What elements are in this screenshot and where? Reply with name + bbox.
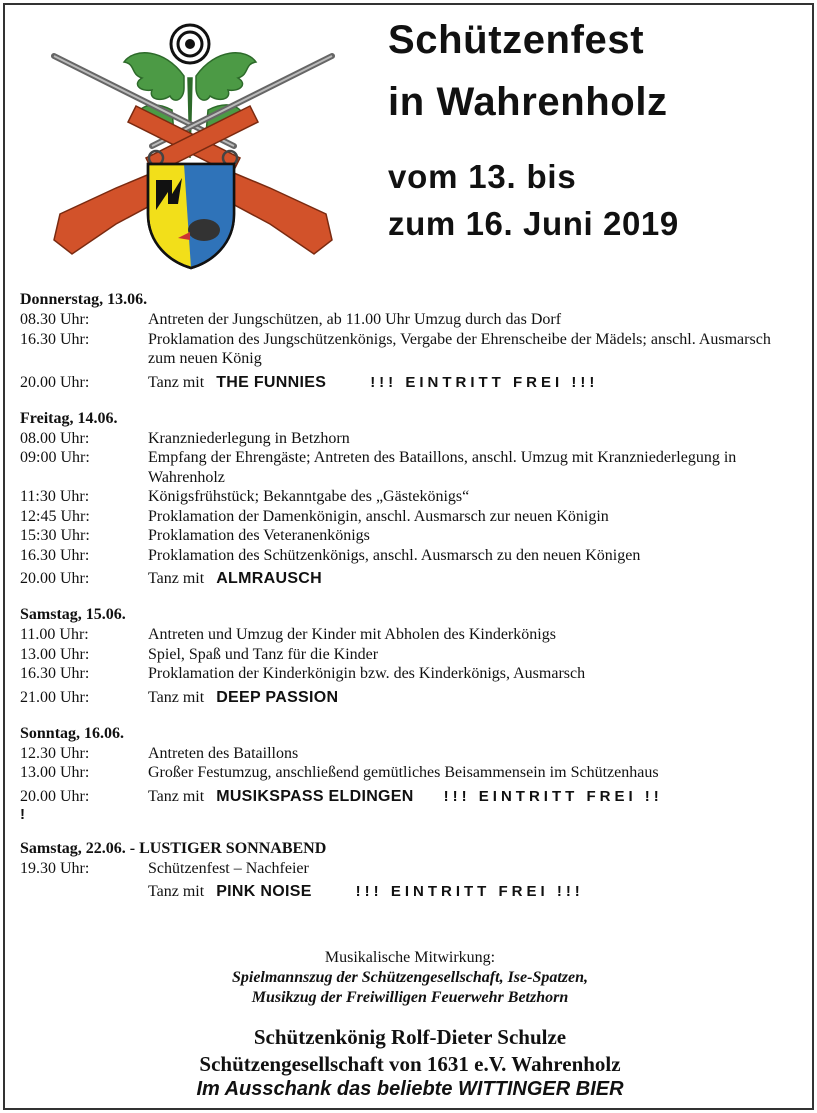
schedule-row [20, 487, 800, 507]
schedule-row [20, 546, 800, 566]
day-title: Donnerstag, 13.06. [20, 291, 148, 308]
dance-row [20, 786, 800, 807]
day-block [20, 724, 800, 823]
schedule-description: Schützenfest – Nachfeier [148, 859, 309, 877]
band-name: MUSIKSPASS ELDINGEN [216, 787, 414, 805]
band-name: DEEP PASSION [216, 688, 339, 706]
schedule-time: 15:30 Uhr: [20, 527, 90, 544]
day-title: Freitag, 14.06. [20, 409, 118, 427]
day-title: Samstag, 22.06. - LUSTIGER SONNABEND [20, 839, 327, 857]
event-date-end: zum 16. Juni 2019 [388, 205, 679, 242]
schedule-time: 11:30 Uhr: [20, 488, 90, 505]
schedule-time: 12:45 Uhr: [20, 507, 90, 525]
schedule-description: Empfang der Ehrengäste; Antreten des Bataillons, anschl. Umzug mit Kranzniederlegung in Wahrenholz [148, 449, 737, 486]
music-line-1: Spielmannszug der Schützengesellschaft, Ise-Spatzen, [231, 969, 589, 986]
schedule-row [20, 526, 800, 546]
schedule-row [20, 625, 800, 645]
schedule-time: 13.00 Uhr: [20, 764, 90, 781]
schedule-description: Proklamation des Jungschützenkönigs, Vergabe der Ehrenscheibe der Mädels; anschl. Ausmarsch zum neuen König [148, 330, 771, 367]
day-block [20, 409, 800, 590]
schedule-description: Proklamation des Veteranenkönigs [148, 527, 370, 544]
dance-time: 20.00 Uhr: [20, 570, 90, 587]
event-title: Schützenfest [388, 18, 645, 62]
schedule-time: 16.30 Uhr: [20, 330, 90, 348]
schedule-description: Proklamation der Kinderkönigin bzw. des Kinderkönigs, Ausmarsch [148, 665, 586, 682]
dance-row [20, 687, 800, 708]
shooting-king: Schützenkönig Rolf-Dieter Schulze [253, 1025, 567, 1049]
music-label: Musikalische Mitwirkung: [324, 949, 496, 966]
schedule-row [20, 859, 800, 879]
event-date-start: vom 13. bis [388, 158, 577, 195]
schedule-description: Antreten des Bataillons [148, 744, 299, 762]
club-name: Schützengesellschaft von 1631 e.V. Wahrenholz [199, 1052, 621, 1076]
dance-time: 20.00 Uhr: [20, 373, 90, 391]
schedule-time: 11.00 Uhr: [20, 626, 89, 643]
schedule-description: Proklamation der Damenkönigin, anschl. Ausmarsch zur neuen Königin [148, 507, 609, 525]
free-entry-overflow: ! [20, 805, 25, 823]
dance-description [148, 881, 800, 902]
free-entry-note: !!! EINTRITT FREI !! [443, 787, 663, 805]
free-entry-note: !!! EINTRITT FREI !!! [355, 883, 584, 900]
schedule-row [20, 448, 800, 487]
schedule-description: Kranzniederlegung in Betzhorn [148, 429, 350, 447]
schedule-description: Antreten der Jungschützen, ab 11.00 Uhr Umzug durch das Dorf [148, 311, 562, 328]
schedule-description: Antreten und Umzug der Kinder mit Abholen des Kinderkönigs [148, 626, 556, 643]
dance-description [148, 568, 800, 589]
schedule-time: 08.30 Uhr: [20, 311, 90, 328]
dance-prefix: Tanz mit [148, 688, 205, 706]
schedule-time: 09:00 Uhr: [20, 449, 90, 466]
dance-time [20, 881, 148, 902]
band-name: THE FUNNIES [216, 373, 327, 391]
schedule-time: 12.30 Uhr: [20, 744, 90, 762]
dance-description [148, 786, 800, 807]
schedule-row [20, 664, 800, 684]
band-name: PINK NOISE [216, 883, 312, 900]
schedule-description: Königsfrühstück; Bekanntgabe des „Gästekönigs“ [148, 488, 470, 505]
schedule-description: Spiel, Spaß und Tanz für die Kinder [148, 645, 379, 663]
schedule-row [20, 507, 800, 527]
schedule-time: 19.30 Uhr: [20, 859, 90, 877]
crossed-rifles-oak-leaves-coat-of-arms-icon [44, 18, 344, 276]
schedule [20, 290, 800, 918]
schedule-row [20, 645, 800, 665]
dance-row [20, 881, 800, 902]
music-line-2: Musikzug der Freiwilligen Feuerwehr Betzhorn [251, 989, 569, 1006]
dance-prefix: Tanz mit [148, 883, 205, 900]
schedule-row [20, 744, 800, 764]
dance-row [20, 568, 800, 589]
dance-prefix: Tanz mit [148, 787, 205, 805]
dance-description [148, 372, 800, 393]
day-block [20, 839, 800, 903]
target-icon [171, 25, 209, 63]
schedule-description: Großer Festumzug, anschließend gemütliches Beisammensein im Schützenhaus [148, 764, 659, 781]
schedule-row [20, 763, 800, 783]
day-title: Sonntag, 16.06. [20, 724, 125, 742]
day-block [20, 605, 800, 708]
dance-time: 21.00 Uhr: [20, 688, 90, 706]
schedule-row [20, 330, 800, 369]
day-title: Samstag, 15.06. [20, 606, 126, 623]
dance-time: 20.00 Uhr: [20, 787, 90, 805]
schedule-row [20, 310, 800, 330]
coat-of-arms-icon [148, 164, 234, 268]
dance-description [148, 687, 800, 708]
event-location: in Wahrenholz [388, 80, 668, 124]
beer-note: Im Ausschank das beliebte WITTINGER BIER [196, 1078, 624, 1100]
schedule-time: 16.30 Uhr: [20, 665, 90, 682]
free-entry-note: !!! EINTRITT FREI !!! [370, 373, 599, 391]
schedule-time: 16.30 Uhr: [20, 546, 90, 564]
dance-row [20, 372, 800, 393]
dance-prefix: Tanz mit [148, 373, 205, 391]
schedule-time: 08.00 Uhr: [20, 429, 90, 447]
day-block [20, 290, 800, 393]
band-name: ALMRAUSCH [216, 570, 323, 587]
footer [20, 948, 800, 1102]
schedule-time: 13.00 Uhr: [20, 645, 90, 663]
schedule-row [20, 429, 800, 449]
schedule-description: Proklamation des Schützenkönigs, anschl. Ausmarsch zu den neuen Königen [148, 546, 641, 564]
dance-prefix: Tanz mit [148, 570, 205, 587]
